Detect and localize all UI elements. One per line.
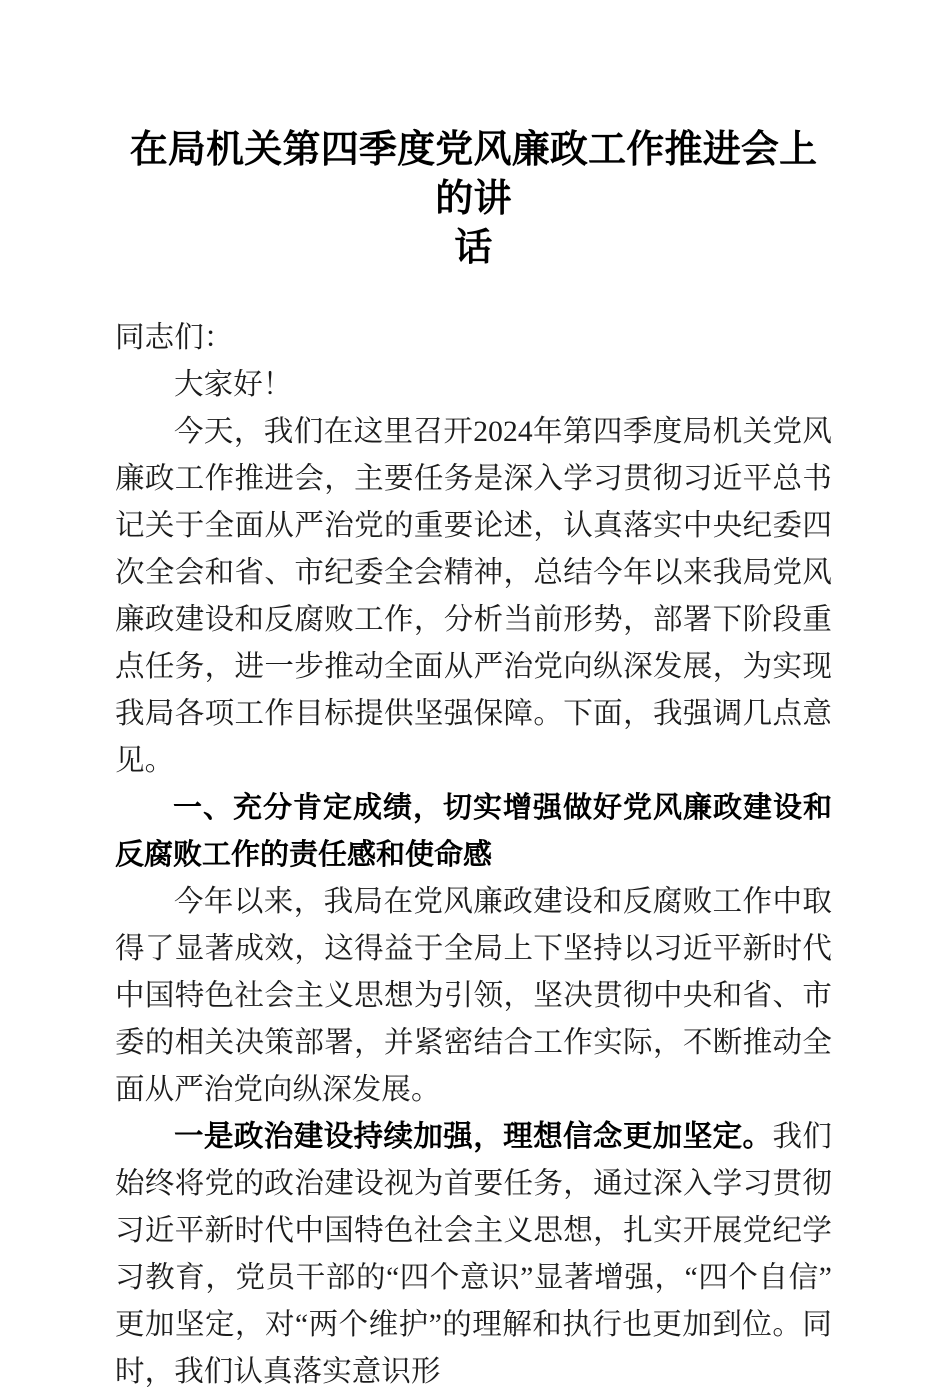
title-line-2: 话	[454, 227, 493, 269]
section-one-paragraph: 今年以来，我局在党风廉政建设和反腐败工作中取得了显著成效，这得益于全局上下坚持以习近平新时代中国特色社会主义思想为引领，坚决贯彻中央和省、市委的相关决策部署，并紧密结合工作实际，不断推动全面从严治党向纵深发展。	[115, 886, 832, 1106]
greeting-paragraph: 大家好！	[174, 369, 293, 401]
point-one-paragraph	[115, 1114, 832, 1396]
title-line-1: 在局机关第四季度党风廉政工作推进会上的讲	[129, 129, 818, 220]
opening-paragraph: 今天，我们在这里召开2024年第四季度局机关党风廉政工作推进会，主要任务是深入学习贯彻习近平总书记关于全面从严治党的重要论述，认真落实中央纪委四次全会和省、市纪委全会精神，总结今年以来我局党风廉政建设和反腐败工作，分析当前形势，部署下阶段重点任务，进一步推动全面从严治党向纵深发展，为实现我局各项工作目标提供坚强保障。下面，我强调几点意见。	[115, 416, 832, 777]
point-one-lead: 一是政治建设持续加强，理想信念更加坚定。	[174, 1121, 773, 1153]
point-one-body: 我们始终将党的政治建设视为首要任务，通过深入学习贯彻习近平新时代中国特色社会主义思想，扎实开展党纪学习教育，党员干部的“四个意识”显著增强，“四个自信”更加坚定，对“两个维护”的理解和执行也更加到位。同时，我们认真落实意识形	[115, 1121, 832, 1388]
document-body	[115, 273, 832, 1396]
section-one-heading: 一、充分肯定成绩，切实增强做好党风廉政建设和反腐败工作的责任感和使命感	[115, 792, 832, 871]
page-title	[115, 0, 832, 273]
salutation: 同志们：	[115, 322, 234, 354]
